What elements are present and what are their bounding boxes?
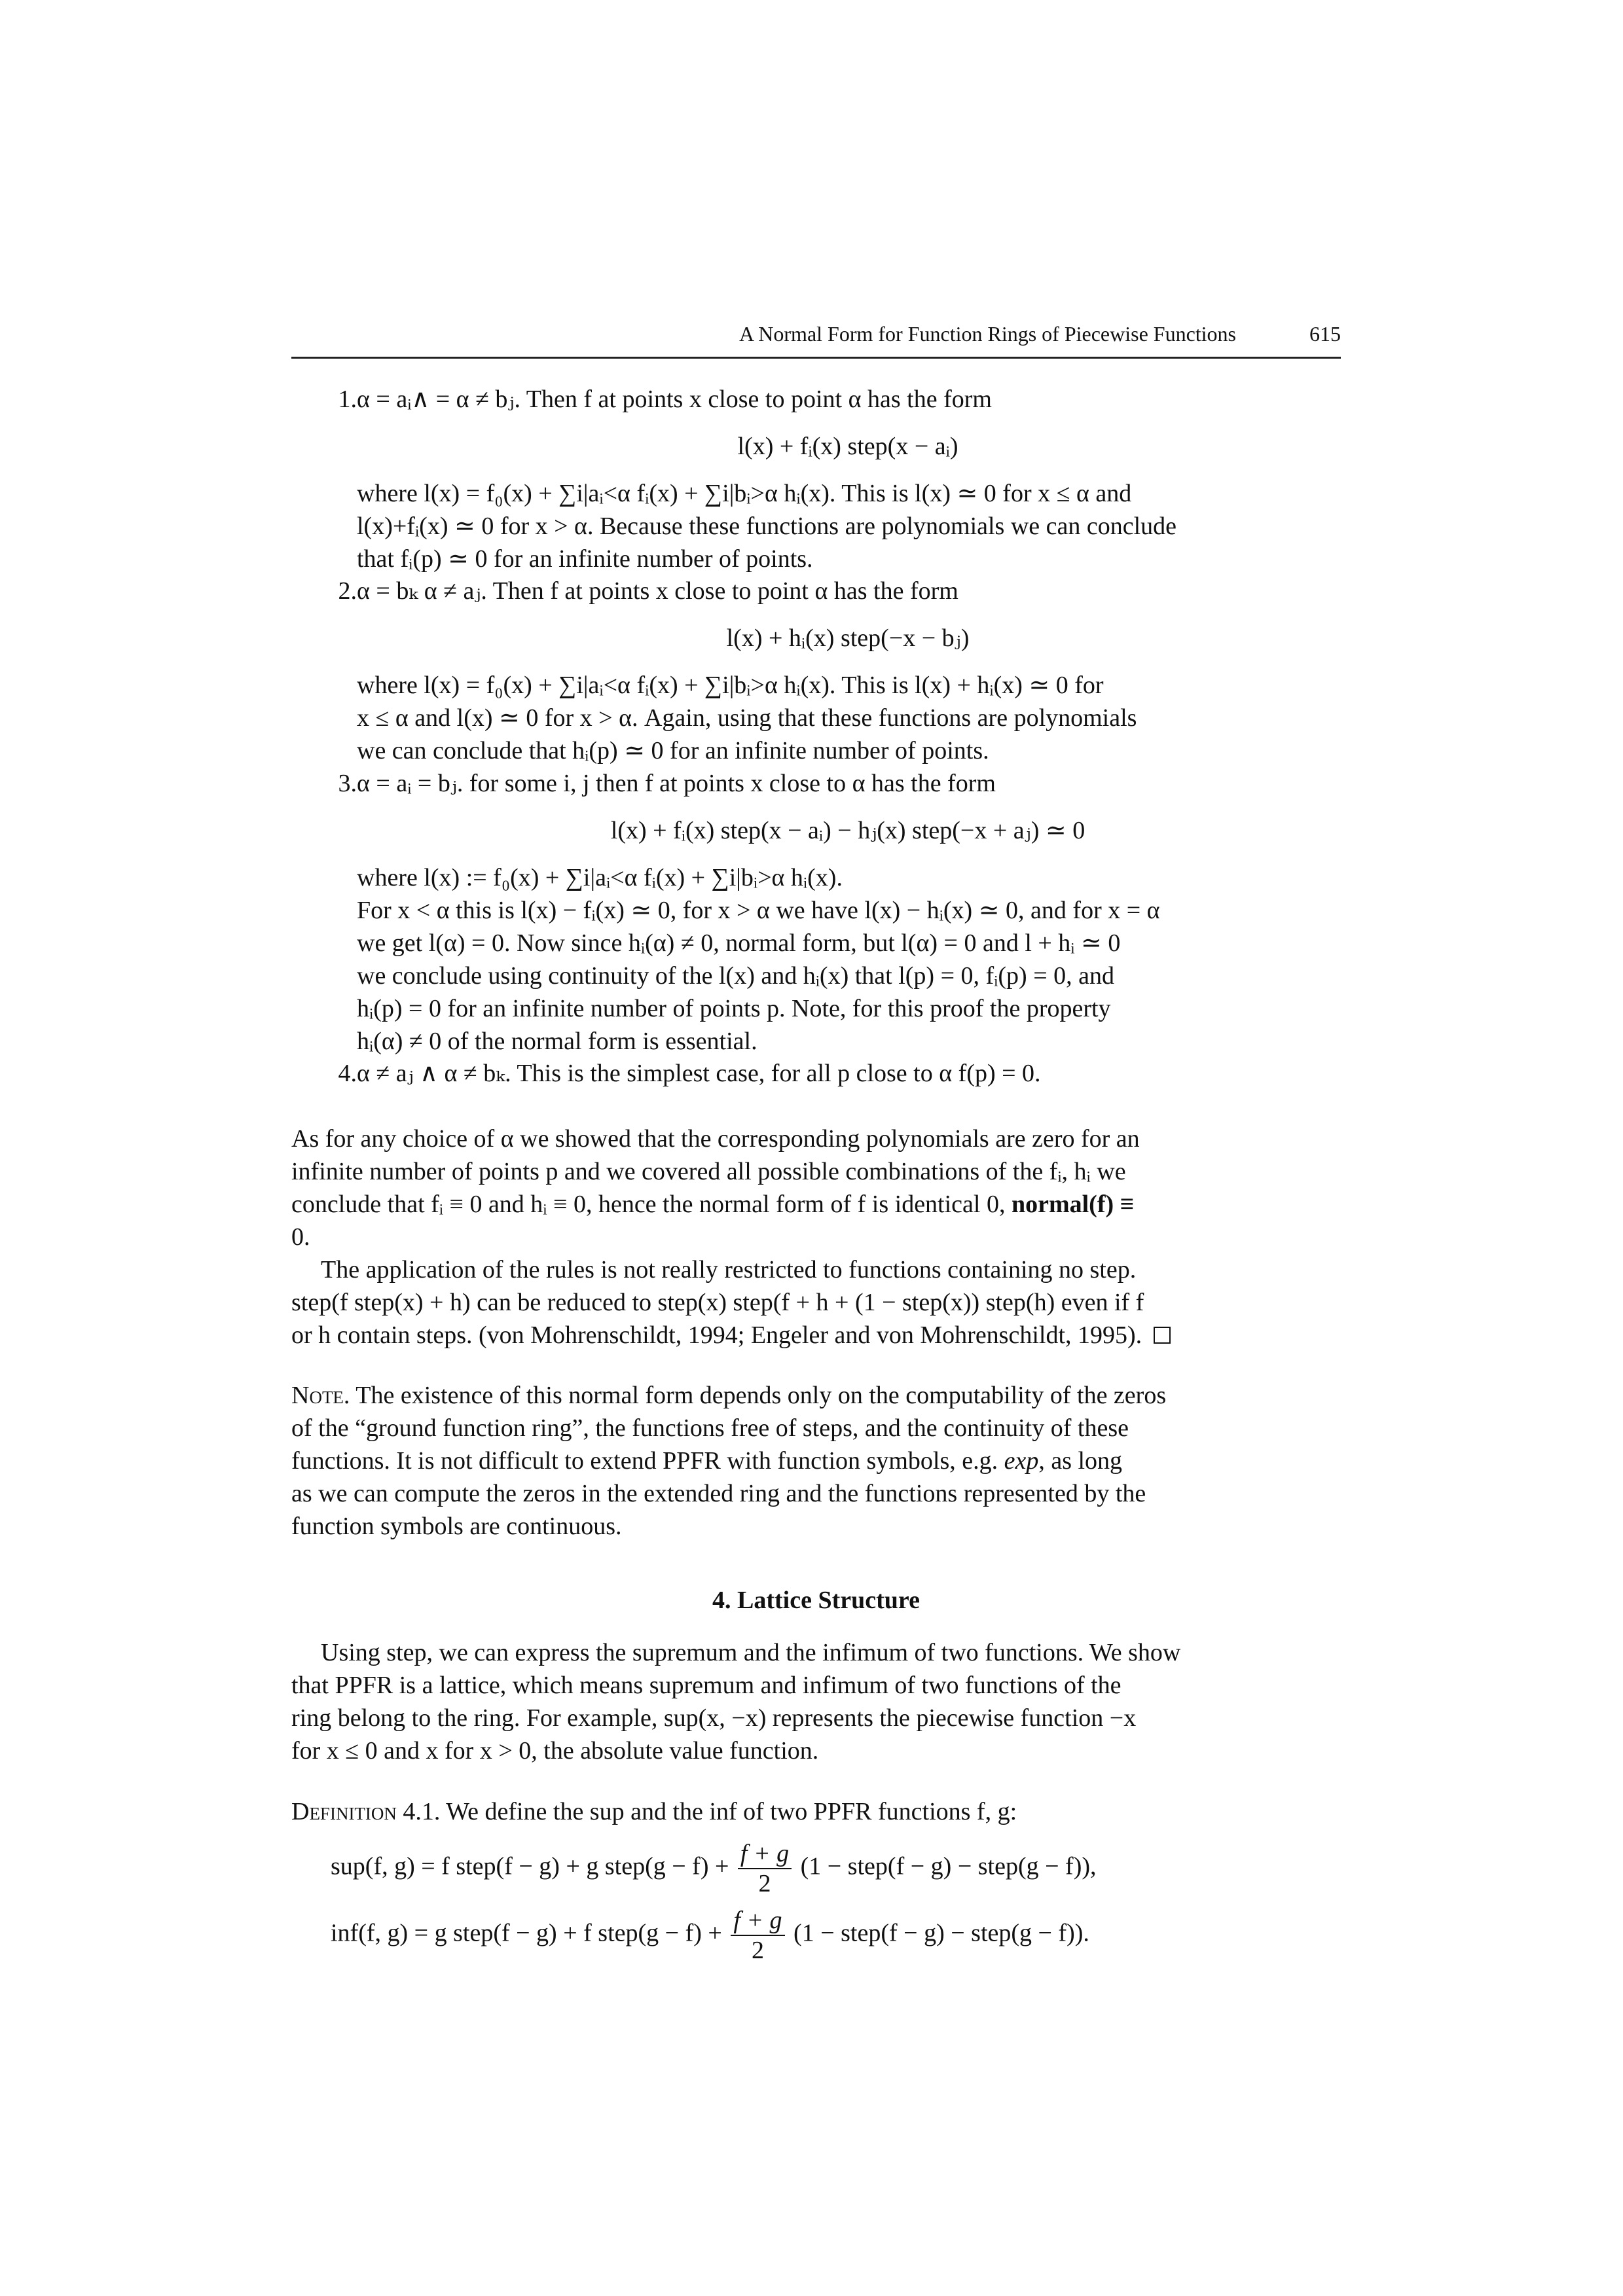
paragraph-line: Using step, we can express the supremum and the infimum of two functions. We show — [321, 1639, 1181, 1666]
paragraph-line: 0. — [291, 1223, 310, 1251]
normal-function: normal(f) ≡ — [1011, 1191, 1135, 1218]
case-equation: l(x) + hᵢ(x) step(−x − bⱼ) — [726, 624, 970, 652]
case-line: that fᵢ(p) ≃ 0 for an infinite number of points. — [357, 545, 813, 573]
inf-rhs: (1 − step(f − g) − step(g − f)). — [793, 1919, 1089, 1947]
sup-equation — [331, 1839, 1339, 1898]
half-fraction — [738, 1839, 792, 1898]
inf-lhs: inf(f, g) = g step(f − g) + f step(g − f) + — [331, 1919, 722, 1947]
case-line: where l(x) = f₀(x) + ∑i|aᵢ<α fᵢ(x) + ∑i|bᵢ>α hᵢ(x). This is l(x) + hᵢ(x) ≃ 0 for — [357, 672, 1104, 699]
case-statement: α ≠ aⱼ ∧ α ≠ bₖ. This is the simplest case, for all p close to α f(p) = 0. — [357, 1060, 1041, 1087]
page-number: 615 — [1309, 322, 1341, 346]
case-line: where l(x) = f₀(x) + ∑i|aᵢ<α fᵢ(x) + ∑i|bᵢ>α hᵢ(x). This is l(x) ≃ 0 for x ≤ α and — [357, 480, 1132, 507]
case-line: For x < α this is l(x) − fᵢ(x) ≃ 0, for x > α we have l(x) − hᵢ(x) ≃ 0, and for x = α — [357, 897, 1160, 924]
paragraph-line: functions. It is not difficult to extend PPFR with function symbols, e.g. exp, as long — [291, 1447, 1123, 1475]
case-line: hᵢ(p) = 0 for an infinite number of points p. Note, for this proof the property — [357, 995, 1111, 1022]
paragraph-line: As for any choice of α we showed that the corresponding polynomials are zero for an — [291, 1125, 1140, 1153]
note-paragraph — [291, 1379, 1341, 1543]
qed-square-icon — [1154, 1327, 1171, 1344]
application-paragraph — [291, 1253, 1341, 1352]
paragraph-line: function symbols are continuous. — [291, 1513, 622, 1540]
definition-text: We define the sup and the inf of two PPFR functions f, g: — [446, 1798, 1017, 1825]
case-line: l(x)+fᵢ(x) ≃ 0 for x > α. Because these functions are polynomials we can conclude — [357, 512, 1177, 540]
fraction-denominator: 2 — [751, 1937, 764, 1964]
case-number: 3. — [338, 770, 357, 797]
note-label: Note. — [291, 1382, 350, 1409]
section-paragraph — [291, 1636, 1341, 1767]
case-line: we can conclude that hᵢ(p) ≃ 0 for an infinite number of points. — [357, 737, 989, 764]
paragraph-line: for x ≤ 0 and x for x > 0, the absolute value function. — [291, 1737, 819, 1765]
fraction-denominator: 2 — [758, 1870, 771, 1897]
sup-rhs: (1 − step(f − g) − step(g − f)), — [800, 1852, 1097, 1880]
case-equation: l(x) + fᵢ(x) step(x − aᵢ) − hⱼ(x) step(−x + aⱼ) ≃ 0 — [610, 817, 1085, 844]
case-number: 1. — [338, 386, 357, 413]
case-number: 4. — [338, 1060, 357, 1087]
paragraph-line: of the “ground function ring”, the functions free of steps, and the continuity of these — [291, 1414, 1129, 1442]
running-header — [291, 319, 1341, 348]
inf-equation — [331, 1906, 1339, 1965]
case-equation: l(x) + fᵢ(x) step(x − aᵢ) — [737, 433, 958, 460]
fraction-numerator: f + g — [738, 1839, 792, 1869]
case-statement: α = bₖ α ≠ aⱼ. Then f at points x close to point α has the form — [357, 577, 958, 605]
header-rule — [291, 357, 1341, 359]
case-line: where l(x) := f₀(x) + ∑i|aᵢ<α fᵢ(x) + ∑i|bᵢ>α hᵢ(x). — [357, 864, 843, 891]
paragraph-line: step(f step(x) + h) can be reduced to step(x) step(f + h + (1 − step(x)) step(h) even if f — [291, 1289, 1144, 1316]
paragraph-line: conclude that fᵢ ≡ 0 and hᵢ ≡ 0, hence the normal form of f is identical 0, normal(f) ≡ — [291, 1191, 1135, 1218]
paragraph-line: as we can compute the zeros in the extended ring and the functions represented by the — [291, 1480, 1146, 1507]
paragraph-line: that PPFR is a lattice, which means supremum and infimum of two functions of the — [291, 1672, 1122, 1699]
definition-label: Definition 4.1. — [291, 1798, 441, 1825]
exp-symbol: exp — [1004, 1447, 1039, 1475]
paragraph-line: infinite number of points p and we covered all possible combinations of the fᵢ, hᵢ we — [291, 1158, 1126, 1185]
case-statement: α = aᵢ = bⱼ. for some i, j then f at points x close to α has the form — [357, 770, 996, 797]
case-line: x ≤ α and l(x) ≃ 0 for x > α. Again, using that these functions are polynomials — [357, 704, 1137, 732]
paragraph-line: The application of the rules is not really restricted to functions containing no step. — [321, 1256, 1137, 1283]
paragraph-line: or h contain steps. (von Mohrenschildt, 1994; Engeler and von Mohrenschildt, 1995). — [291, 1319, 1341, 1352]
half-fraction — [731, 1906, 784, 1965]
running-title: A Normal Form for Function Rings of Piecewise Functions — [739, 322, 1236, 346]
definition-line — [291, 1795, 1341, 1828]
case-line: we get l(α) = 0. Now since hᵢ(α) ≠ 0, normal form, but l(α) = 0 and l + hᵢ ≃ 0 — [357, 929, 1121, 957]
sup-lhs: sup(f, g) = f step(f − g) + g step(g − f) + — [331, 1852, 729, 1880]
case-statement: α = aᵢ∧ = α ≠ bⱼ. Then f at points x close to point α has the form — [357, 386, 992, 413]
case-number: 2. — [338, 577, 357, 605]
section-heading: 4. Lattice Structure — [712, 1587, 920, 1614]
fraction-numerator: f + g — [731, 1906, 784, 1936]
conclusion-paragraph — [291, 1122, 1341, 1253]
paragraph-line: ring belong to the ring. For example, sup(x, −x) represents the piecewise function −x — [291, 1704, 1137, 1732]
case-line: hᵢ(α) ≠ 0 of the normal form is essential. — [357, 1028, 757, 1055]
case-line: we conclude using continuity of the l(x) and hᵢ(x) that l(p) = 0, fᵢ(p) = 0, and — [357, 962, 1114, 990]
paragraph-line: Note. The existence of this normal form depends only on the computability of the zeros — [291, 1382, 1167, 1409]
